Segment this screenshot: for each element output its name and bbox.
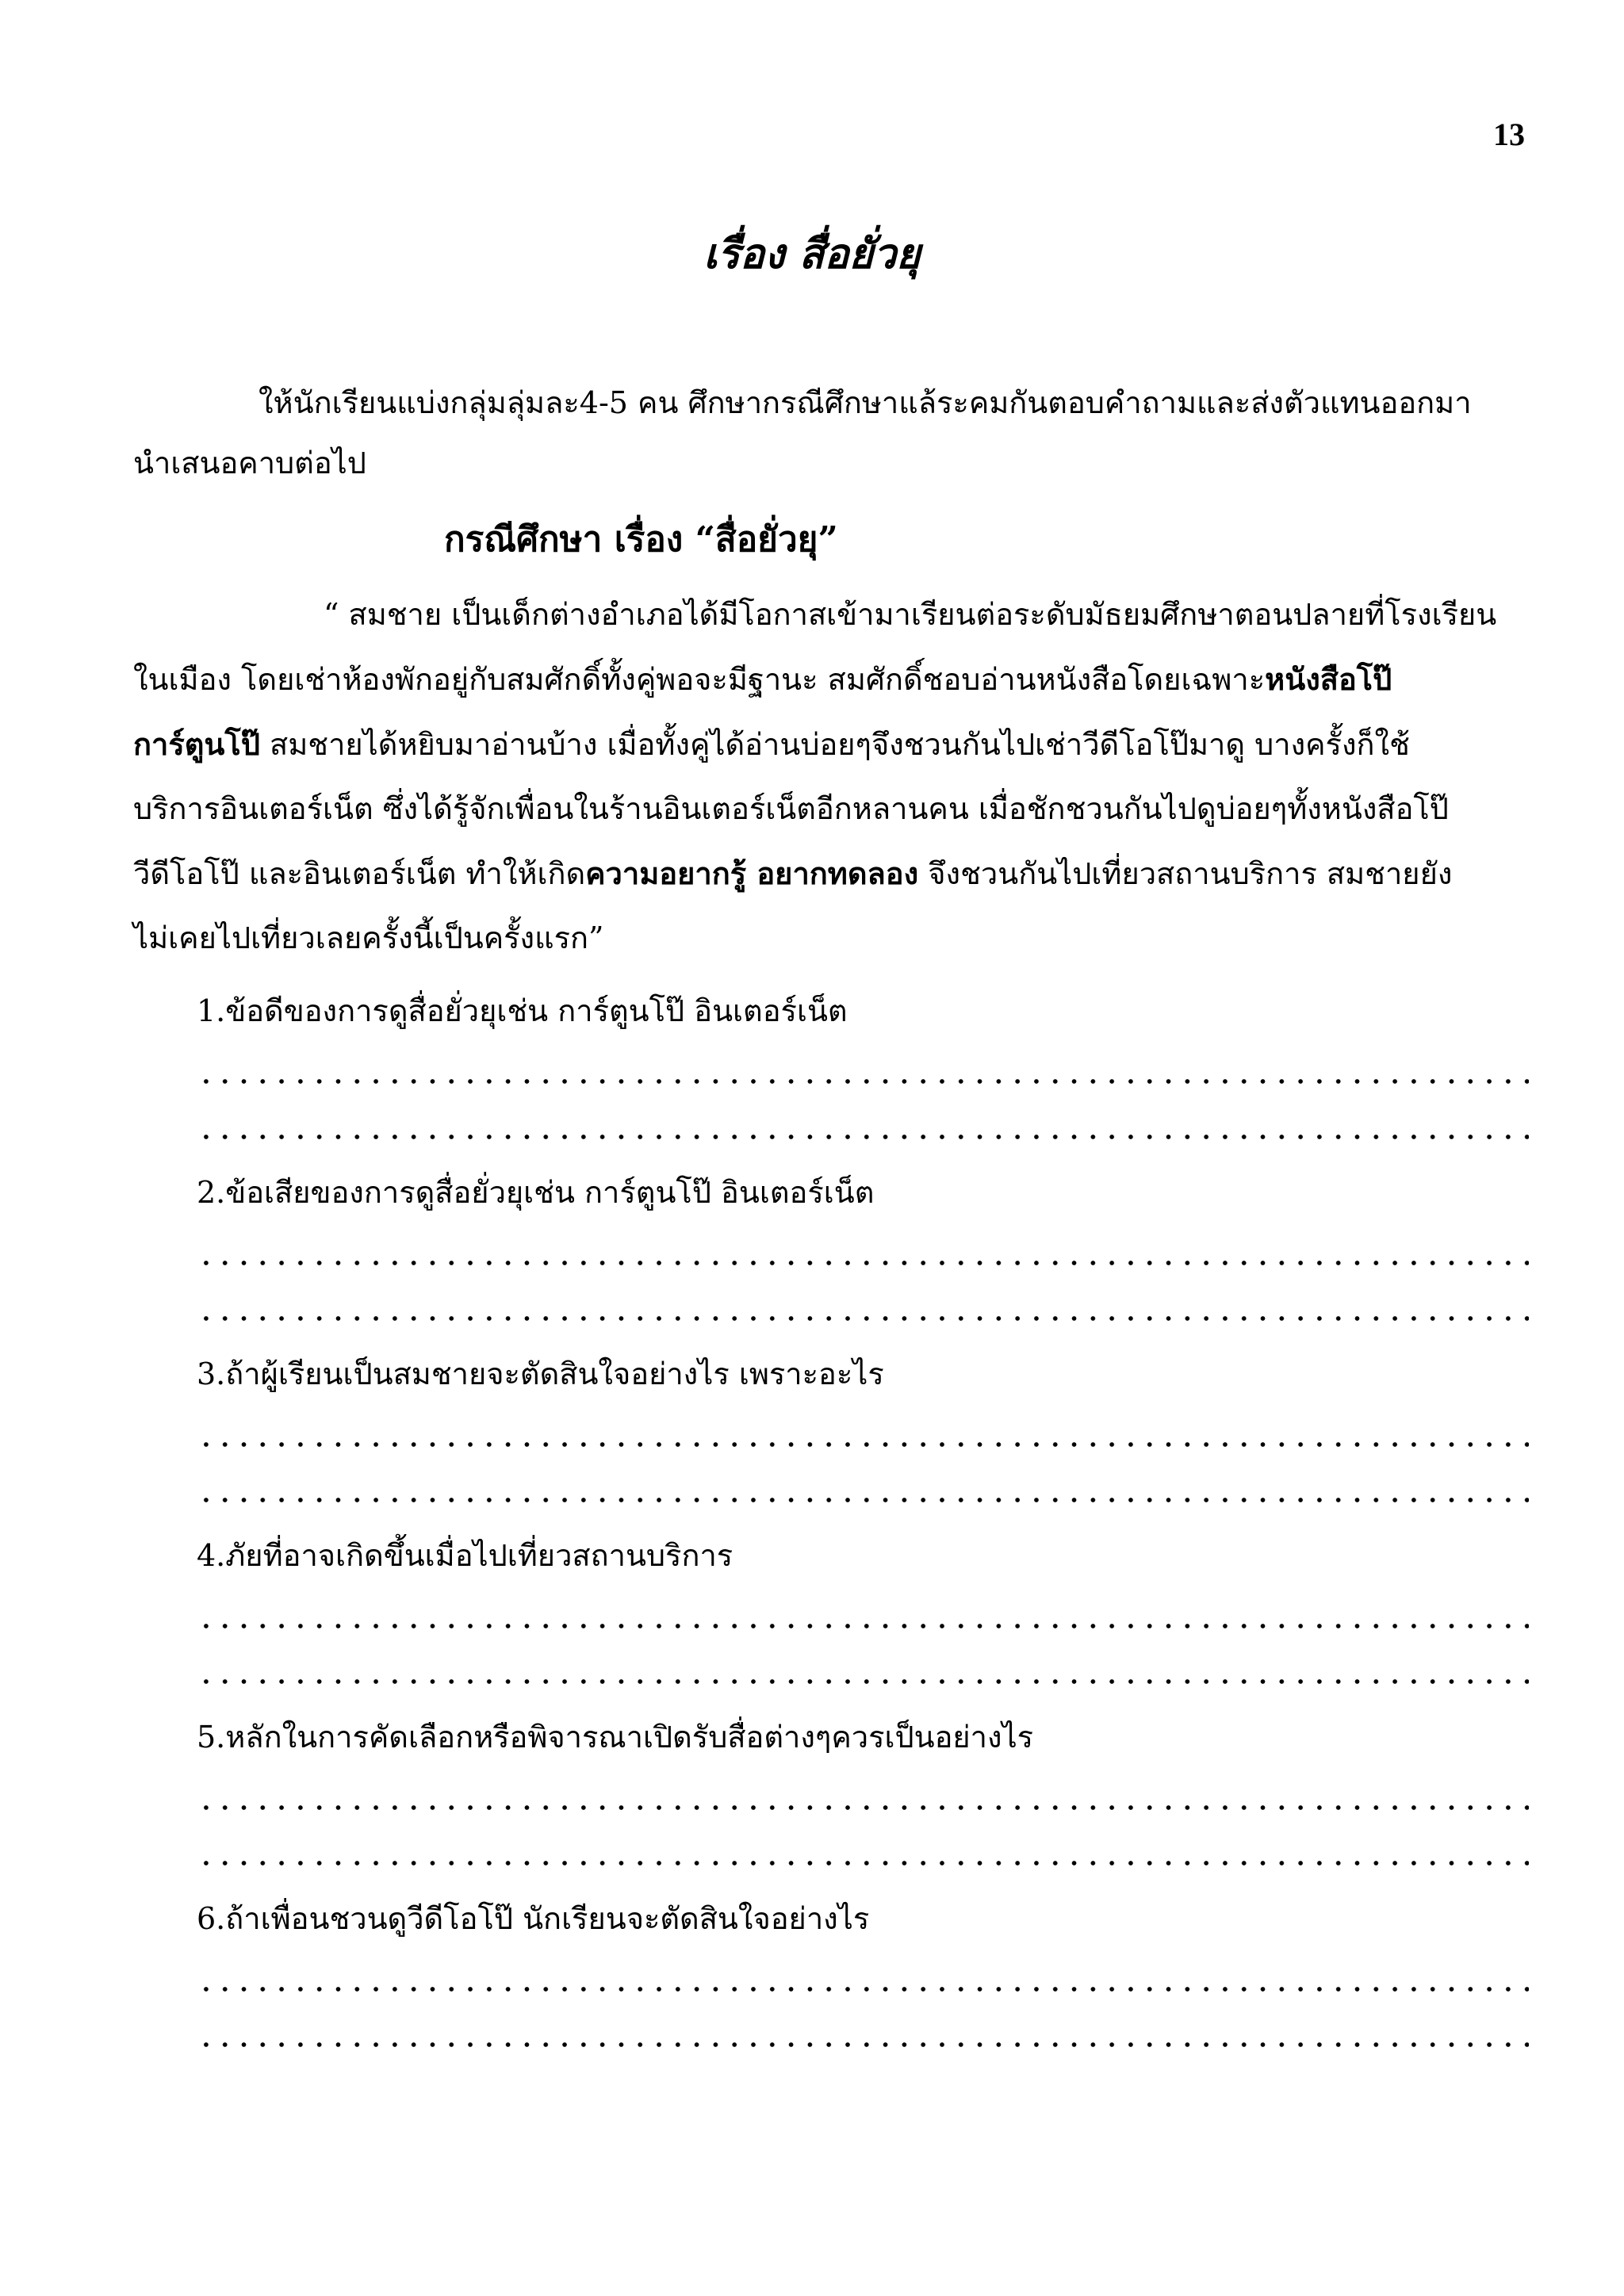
instructions <box>133 373 1561 493</box>
story-emphasis: หนังสือโป๊ <box>1265 661 1392 697</box>
question-item <box>197 1350 1529 1532</box>
story-text: สมชายได้หยิบมาอ่านบ้าง เมื่อทั้งคู่ได้อ่านบ่อยๆจึงชวนกันไปเช่าวีดีโอโป๊มาดู บางครั้งก็ใช้ <box>259 727 1410 762</box>
question-text: 4.ภัยที่อาจเกิดขึ้นเมื่อไปเที่ยวสถานบริการ <box>197 1538 733 1573</box>
story-text: วีดีโอโป๊ และอินเตอร์เน็ต ทำให้เกิด <box>133 856 586 891</box>
case-study-text <box>133 583 1561 970</box>
story-line-5 <box>133 841 1561 906</box>
answer-line[interactable] <box>197 2042 1529 2048</box>
story-line-6: ไม่เคยไปเที่ยวเลยครั้งนี้เป็นครั้งแรก” <box>133 920 604 955</box>
question-item <box>197 1169 1529 1350</box>
story-line-3 <box>133 712 1561 777</box>
story-line-2 <box>133 647 1561 712</box>
page-title: เรื่อง สื่อยั่วยุ <box>703 230 921 278</box>
page-number: 13 <box>1493 117 1525 152</box>
answer-line[interactable] <box>197 1315 1529 1322</box>
question-item <box>197 987 1529 1169</box>
story-line-4: บริการอินเตอร์เน็ต ซึ่งได้รู้จักเพื่อนในร้านอินเตอร์เน็ตอีกหลานคน เมื่อชักชวนกันไปดูบ่อยๆทั้งหนังสือโป๊ <box>133 791 1449 826</box>
question-item <box>197 1895 1529 2076</box>
question-list <box>197 987 1529 2076</box>
story-text: จึงชวนกันไปเที่ยวสถานบริการ สมชายยัง <box>918 856 1453 891</box>
instructions-line-1: ให้นักเรียนแบ่งกลุ่มลุ่มละ4-5 คน ศึกษากรณีศึกษาแล้ระคมกันตอบคำถามและส่งตัวแทนออกมา <box>259 385 1472 420</box>
answer-line[interactable] <box>197 1497 1529 1503</box>
answer-line[interactable] <box>197 1260 1529 1266</box>
answer-line[interactable] <box>197 1078 1529 1085</box>
case-study-heading: กรณีศึกษา เรื่อง “สื่อยั่วยุ” <box>444 519 838 560</box>
question-text: 6.ถ้าเพื่อนชวนดูวีดีโอโป๊ นักเรียนจะตัดสินใจอย่างไร <box>197 1901 870 1936</box>
answer-line[interactable] <box>197 1678 1529 1685</box>
question-text: 5.หลักในการคัดเลือกหรือพิจารณาเปิดรับสื่อต่างๆควรเป็นอย่างไร <box>197 1720 1034 1755</box>
instructions-line-2: นำเสนอคาบต่อไป <box>133 446 366 480</box>
story-emphasis: ความอยากรู้ อยากทดลอง <box>585 855 919 891</box>
answer-line[interactable] <box>197 1134 1529 1140</box>
answer-line[interactable] <box>197 1623 1529 1629</box>
answer-line[interactable] <box>197 1860 1529 1866</box>
answer-line[interactable] <box>197 1441 1529 1448</box>
question-item <box>197 1532 1529 1713</box>
question-text: 3.ถ้าผู้เรียนเป็นสมชายจะตัดสินใจอย่างไร เพราะอะไร <box>197 1357 884 1391</box>
story-line-1: “ สมชาย เป็นเด็กต่างอำเภอได้มีโอกาสเข้ามาเรียนต่อระดับมัธยมศึกษาตอนปลายที่โรงเรียน <box>324 597 1497 632</box>
answer-line[interactable] <box>197 1804 1529 1811</box>
story-text: ในเมือง โดยเช่าห้องพักอยู่กับสมศักดิ์ทั้งคู่พอจะมีฐานะ สมศักดิ์ชอบอ่านหนังสือโดยเฉพาะ <box>133 662 1266 697</box>
answer-line[interactable] <box>197 1986 1529 1992</box>
question-text: 1.ข้อดีของการดูสื่อยั่วยุเช่น การ์ตูนโป๊ อินเตอร์เน็ต <box>197 993 848 1028</box>
story-emphasis: การ์ตูนโป๊ <box>133 726 260 762</box>
question-item <box>197 1713 1529 1895</box>
question-text: 2.ข้อเสียของการดูสื่อยั่วยุเช่น การ์ตูนโป๊ อินเตอร์เน็ต <box>197 1175 875 1210</box>
